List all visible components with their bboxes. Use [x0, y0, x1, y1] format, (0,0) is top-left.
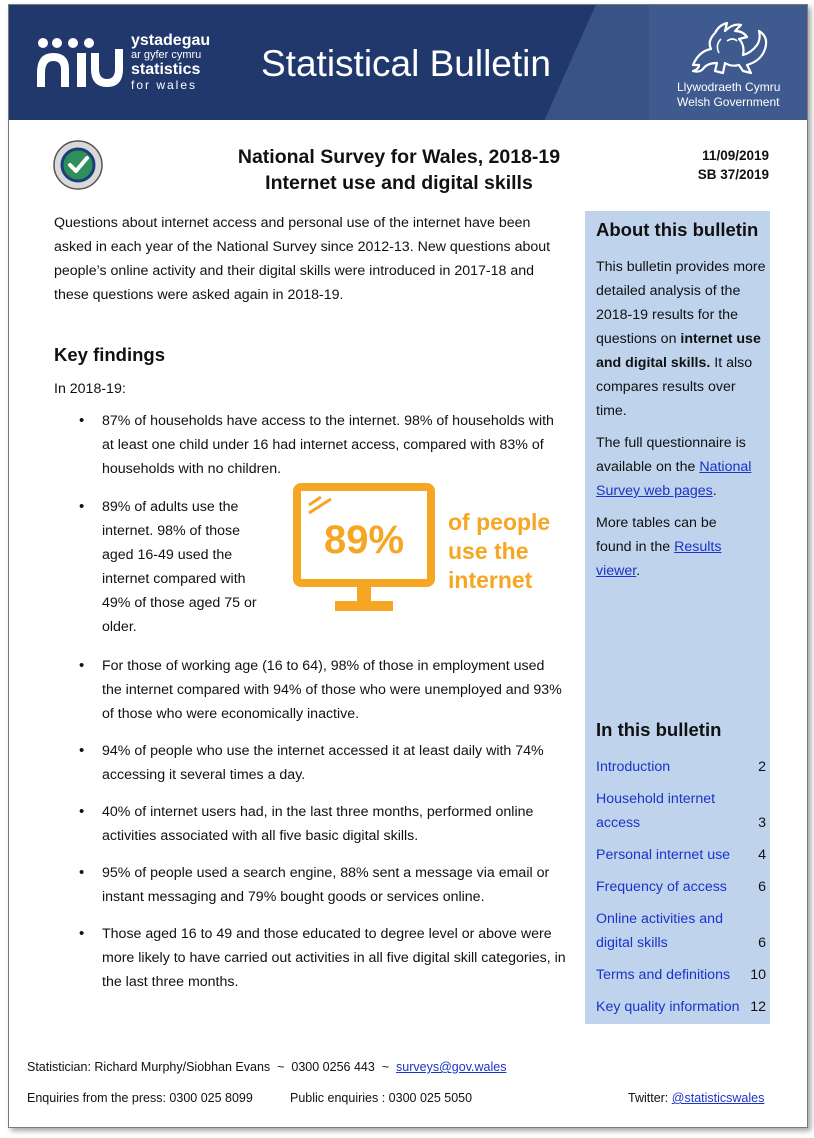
twitter-handle-link[interactable]: @statisticswales: [671, 1091, 765, 1105]
toc-item-key-quality-information[interactable]: Key quality information 12: [596, 995, 766, 1019]
logo-line-ar-gyfer-cymru: ar gyfer cymru: [131, 49, 202, 61]
key-findings-intro: In 2018-19:: [54, 381, 126, 397]
footer-twitter: Twitter: @statisticswales: [628, 1091, 765, 1105]
welsh-dragon-icon: [685, 15, 775, 77]
intro-section: [54, 211, 559, 307]
header-banner: [9, 5, 807, 120]
infographic-line1: of people: [448, 509, 551, 535]
toc-item-introduction[interactable]: Introduction 2: [596, 755, 766, 779]
document-title: [199, 145, 599, 197]
toc-item-online-activities[interactable]: Online activities and digital skills 6: [596, 907, 766, 955]
intro-paragraph: Questions about internet access and personal use of the internet have been asked in each year of the National Survey since 2012-13. New questions about people’s online activity and their digital skills were introduced in 2017-18 and these questions were asked again in 2018-19.: [54, 215, 551, 303]
logo-line-ystadegau: ystadegau: [131, 32, 211, 49]
statistician-phone: 0300 0256 443: [291, 1060, 375, 1074]
about-paragraph-1: This bulletin provides more detailed analysis of the 2018-19 results for the questions on internet use and digital skills. It also compares results over time.: [596, 259, 766, 419]
document-title-line2: Internet use and digital skills: [265, 171, 533, 194]
toc-item-frequency-of-access[interactable]: Frequency of access 6: [596, 875, 766, 899]
toc-page-number: 3: [758, 815, 766, 831]
key-finding-item: • For those of working age (16 to 64), 98% of those in employment used the internet compared with 94% of those who were unemployed and 93% of those who were economically inactive.: [102, 654, 567, 726]
key-finding-item: • 95% of people used a search engine, 88% sent a message via email or instant messaging and 79% bought goods or services online.: [102, 861, 567, 909]
in-this-bulletin-heading: In this bulletin: [596, 719, 722, 740]
about-bulletin-heading: About this bulletin: [596, 219, 759, 240]
welsh-government-logo-text: [677, 80, 780, 109]
key-finding-item: • 40% of internet users had, in the last three months, performed online activities associated with all five basic digital skills.: [102, 800, 567, 848]
gov-line-english: Welsh Government: [677, 94, 780, 109]
document-title-line1: National Survey for Wales, 2018-19: [237, 146, 561, 168]
national-survey-web-pages-link[interactable]: National Survey web pages: [596, 459, 752, 499]
toc-page-number: 12: [750, 999, 766, 1015]
statistician-names: Statistician: Richard Murphy/Siobhan Evans: [27, 1060, 271, 1074]
footer-contact-line: Statistician: Richard Murphy/Siobhan Evans ~ 0300 0256 443 ~ surveys@gov.wales: [27, 1060, 507, 1074]
key-finding-item: • 89% of adults use the internet. 98% of those aged 16-49 used the internet compared with 49% of those aged 75 or older.: [102, 495, 272, 639]
toc-page-number: 2: [758, 759, 766, 775]
key-findings-heading: Key findings: [54, 344, 166, 365]
infographic-value: 89%: [323, 518, 405, 562]
key-finding-item: • Those aged 16 to 49 and those educated to degree level or above were more likely to have carried out activities in all five digital skill categories, in the last three months.: [102, 922, 567, 994]
footer-public-enquiries: Public enquiries : 0300 025 5050: [290, 1091, 473, 1105]
toc-item-terms-and-definitions[interactable]: Terms and definitions 10: [596, 963, 766, 987]
publication-date: 11/09/2019: [702, 148, 769, 163]
national-statistics-badge-icon: [47, 139, 109, 191]
gov-line-welsh: Llywodraeth Cymru: [677, 80, 781, 94]
logo-line-for-wales: for wales: [131, 78, 198, 92]
toc-page-number: 6: [758, 935, 766, 951]
sidebar-panel: [585, 211, 770, 1024]
footer-press-enquiries: Enquiries from the press: 0300 025 8099: [27, 1091, 253, 1105]
about-bold-topic: internet use and digital skills.: [596, 331, 761, 371]
about-paragraph-3: More tables can be found in the Results viewer.: [596, 515, 722, 579]
bulletin-title: Statistical Bulletin: [261, 43, 551, 84]
toc-page-number: 4: [758, 847, 766, 863]
toc-page-number: 10: [750, 967, 766, 983]
document-meta: [649, 147, 769, 184]
stats-wales-logo-icon: [33, 35, 123, 91]
infographic-caption: [448, 508, 550, 595]
infographic-line2: use the: [448, 538, 529, 564]
stats-wales-logo-text: [131, 33, 210, 91]
toc-item-personal-internet-use[interactable]: Personal internet use 4: [596, 843, 766, 867]
toc-item-household-internet-access[interactable]: Household internet access 3: [596, 787, 766, 835]
monitor-infographic-icon: [293, 483, 435, 615]
surveys-email-link[interactable]: surveys@gov.wales: [396, 1060, 507, 1074]
bulletin-page: [8, 4, 808, 1128]
bulletin-reference: SB 37/2019: [697, 166, 769, 182]
about-paragraph-2: The full questionnaire is available on the National Survey web pages.: [596, 435, 752, 499]
key-finding-item: • 94% of people who use the internet accessed it at least daily with 74% accessing it several times a day.: [102, 739, 567, 787]
infographic-line3: internet: [448, 567, 533, 593]
key-finding-item: • 87% of households have access to the internet. 98% of households with at least one child under 16 had internet access, compared with 83% of households with no children.: [102, 409, 557, 481]
logo-line-statistics: statistics: [131, 61, 201, 78]
results-viewer-link[interactable]: Results viewer: [596, 539, 722, 579]
toc-page-number: 6: [758, 879, 766, 895]
